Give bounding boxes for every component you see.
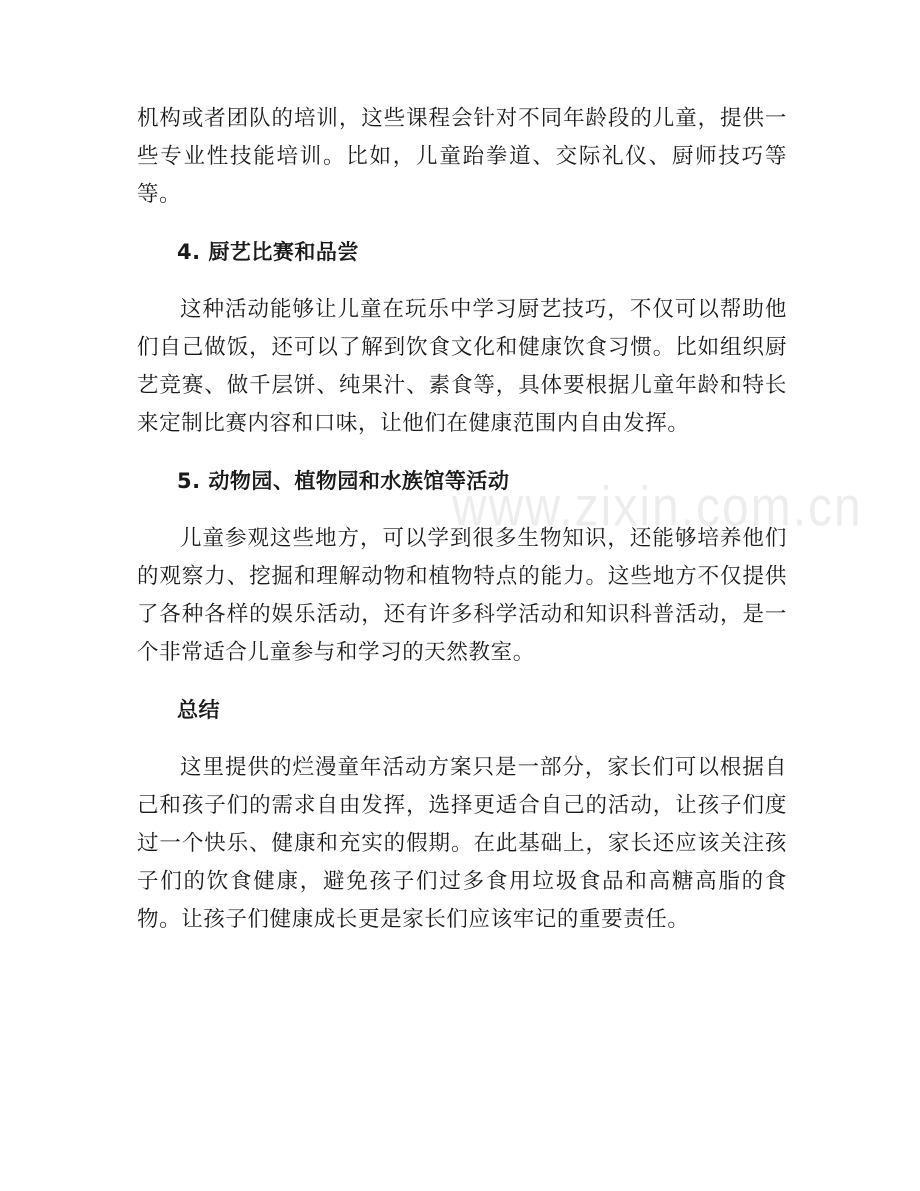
section-heading-zoo: 5. 动物园、植物园和水族馆等活动: [177, 469, 510, 493]
watermark: www.zixin.com.cn: [452, 477, 863, 538]
section-body-summary: 这里提供的烂漫童年活动方案只是一部分，家长们可以根据自己和孩子们的需求自由发挥，选择更适合自己的活动，让孩子们度过一个快乐、健康和充实的假期。在此基础上，家长还应该关注孩子们的饮食健康，避免孩子们过多食用垃圾食品和高糖高脂的食物。让孩子们健康成长更是家长们应该牢记的重要责任。: [137, 755, 787, 932]
section-heading-cooking: 4. 厨艺比赛和品尝: [177, 240, 359, 264]
intro-paragraph: 机构或者团队的培训，这些课程会针对不同年龄段的儿童，提供一些专业性技能培训。比如，儿童跆拳道、交际礼仪、厨师技巧等等。: [137, 106, 787, 207]
section-body-zoo: 儿童参观这些地方，可以学到很多生物知识，还能够培养他们的观察力、挖掘和理解动物和植物特点的能力。这些地方不仅提供了各种各样的娱乐活动，还有许多科学活动和知识科普活动，是一个非常适合儿童参与和学习的天然教室。: [137, 526, 787, 665]
document-body: [137, 100, 787, 939]
section-body-cooking: 这种活动能够让儿童在玩乐中学习厨艺技巧，不仅可以帮助他们自己做饭，还可以了解到饮食文化和健康饮食习惯。比如组织厨艺竞赛、做千层饼、纯果汁、素食等，具体要根据儿童年龄和特长来定制比赛内容和口味，让他们在健康范围内自由发挥。: [137, 297, 787, 436]
section-heading-summary: 总结: [177, 698, 220, 722]
